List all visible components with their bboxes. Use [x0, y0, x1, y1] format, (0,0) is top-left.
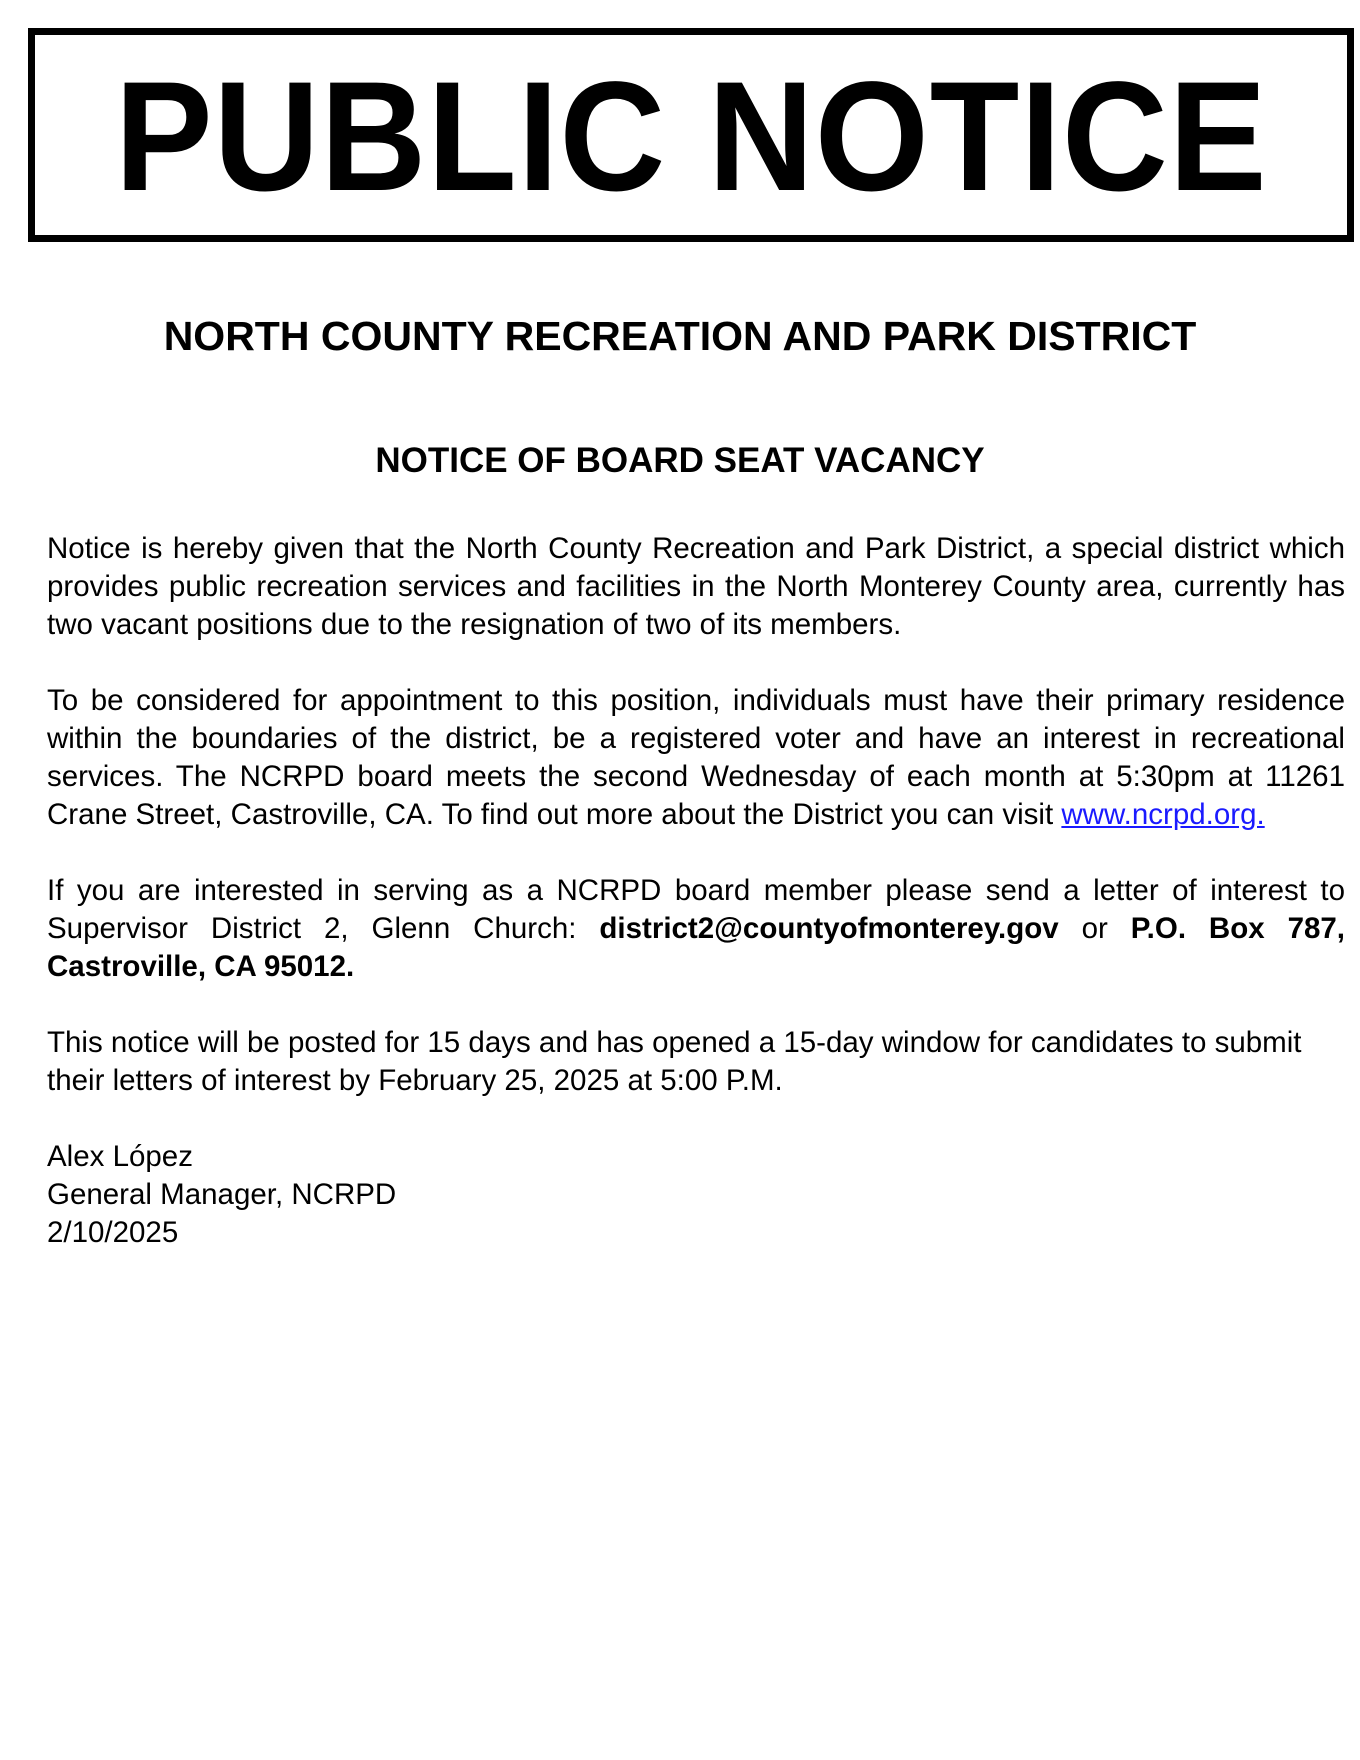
- signature-date: 2/10/2025: [47, 1216, 179, 1249]
- district-website-link[interactable]: www.ncrpd.org.: [1061, 798, 1265, 831]
- organization-title: NORTH COUNTY RECREATION AND PARK DISTRICT: [163, 313, 1197, 359]
- signature-block: [47, 1138, 1345, 1252]
- notice-title: NOTICE OF BOARD SEAT VACANCY: [375, 441, 985, 480]
- paragraph-deadline: This notice will be posted for 15 days and has opened a 15-day window for candidates to submit their letters of interest by February 25, 2025 at 5:00 P.M.: [47, 1026, 1302, 1097]
- mailing-address: P.O. Box 787, Castroville, CA 95012.: [47, 912, 1346, 983]
- paragraph-vacancy: Notice is hereby given that the North County Recreation and Park District, a special district which provides public recreation services and facilities in the North Monterey County area, currently has two vacant positions due to the resignation of two of its members.: [47, 532, 1345, 641]
- contact-email: district2@countyofmonterey.gov: [599, 912, 1059, 945]
- public-notice-banner: [28, 28, 1354, 242]
- eligibility-text: To be considered for appointment to this position, individuals must have their primary residence within the boundaries of the district, be a registered voter and have an interest in recreational services. The NCRPD board meets the second Wednesday of each month at 5:30pm at 11261 Crane Street, Castroville, CA. To find out more about the District you can visit: [47, 684, 1345, 831]
- signature-title: General Manager, NCRPD: [47, 1178, 397, 1211]
- apply-or-text: or: [1058, 912, 1131, 945]
- paragraph-how-to-apply: [47, 872, 1345, 986]
- apply-text: If you are interested in serving as a NCRPD board member please send a letter of interest to Supervisor District 2, Glenn Church:: [47, 874, 1345, 945]
- paragraph-eligibility: [47, 682, 1345, 834]
- signature-name: Alex López: [47, 1140, 193, 1173]
- banner-title: PUBLIC NOTICE: [114, 50, 1268, 224]
- notice-body: [47, 530, 1345, 1252]
